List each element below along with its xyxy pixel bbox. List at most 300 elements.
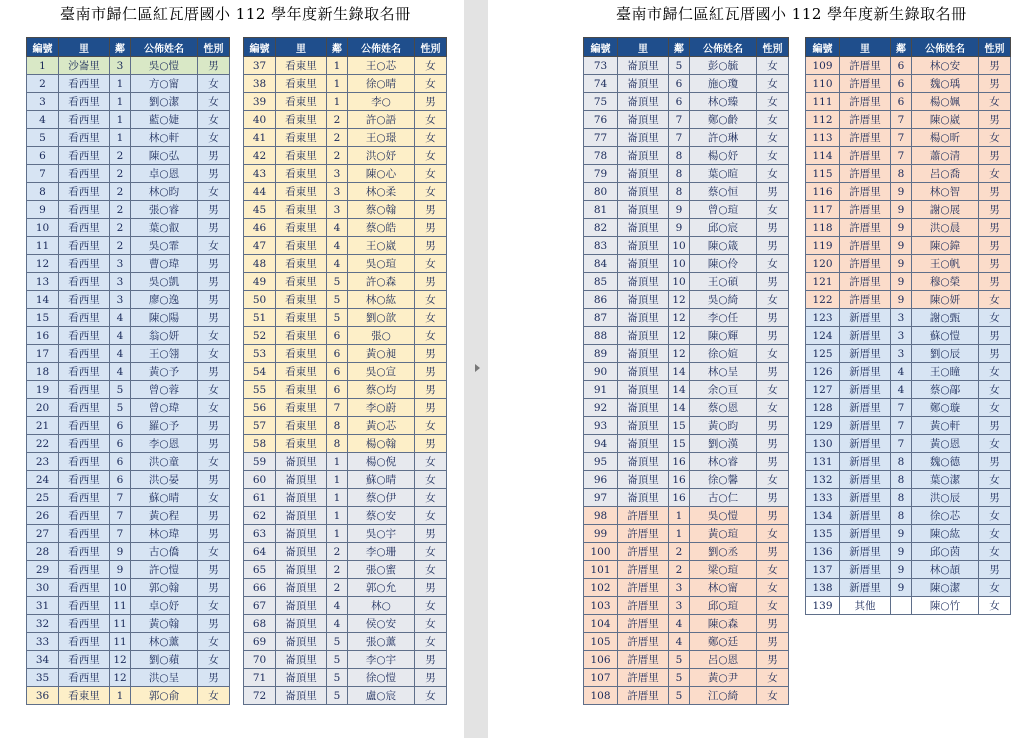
cell-neighborhood: 6 (669, 75, 690, 93)
cell-gender: 女 (415, 57, 447, 75)
cell-name: 蔡○恒 (690, 183, 757, 201)
cell-neighborhood: 9 (891, 273, 912, 291)
cell-village: 許厝里 (840, 111, 891, 129)
table-row (584, 201, 789, 219)
cell-gender: 男 (198, 273, 230, 291)
table-row (584, 435, 789, 453)
cell-neighborhood: 7 (110, 525, 131, 543)
cell-neighborhood: 8 (891, 453, 912, 471)
cell-village: 新厝里 (840, 507, 891, 525)
cell-name: 葉○暄 (690, 165, 757, 183)
table-row (584, 633, 789, 651)
cell-village: 看西里 (59, 507, 110, 525)
cell-number: 1 (27, 57, 59, 75)
cell-village: 沙崙里 (59, 57, 110, 75)
cell-village: 崙頂里 (618, 129, 669, 147)
cell-number: 21 (27, 417, 59, 435)
cell-neighborhood: 16 (669, 471, 690, 489)
table-row (584, 543, 789, 561)
table-row (244, 579, 447, 597)
column-header: 公佈姓名 (690, 38, 757, 57)
cell-village: 許厝里 (618, 687, 669, 705)
table-row (27, 57, 230, 75)
cell-village: 許厝里 (618, 507, 669, 525)
cell-number: 39 (244, 93, 276, 111)
cell-village: 崙頂里 (276, 669, 327, 687)
table-row (806, 255, 1011, 273)
cell-neighborhood: 9 (891, 561, 912, 579)
roster-table-4 (805, 37, 1011, 615)
cell-gender: 女 (198, 399, 230, 417)
cell-gender: 男 (415, 381, 447, 399)
cell-number: 89 (584, 345, 618, 363)
cell-name: 許○琳 (690, 129, 757, 147)
cell-number: 77 (584, 129, 618, 147)
cell-number: 95 (584, 453, 618, 471)
table-row (584, 507, 789, 525)
cell-number: 38 (244, 75, 276, 93)
expand-arrow-icon[interactable] (475, 364, 480, 372)
cell-number: 90 (584, 363, 618, 381)
table-row (244, 129, 447, 147)
cell-name: 黃○恩 (912, 435, 979, 453)
cell-neighborhood: 4 (110, 345, 131, 363)
table-row (584, 291, 789, 309)
cell-neighborhood: 3 (891, 309, 912, 327)
cell-name: 羅○予 (131, 417, 198, 435)
column-header: 公佈姓名 (912, 38, 979, 57)
cell-gender: 女 (415, 327, 447, 345)
cell-neighborhood: 8 (891, 165, 912, 183)
cell-neighborhood: 1 (327, 93, 348, 111)
cell-name: 陳○森 (690, 615, 757, 633)
cell-neighborhood: 2 (110, 183, 131, 201)
cell-name: 楊○昕 (912, 129, 979, 147)
cell-village: 崙頂里 (276, 471, 327, 489)
table-row (584, 381, 789, 399)
cell-name: 王○崴 (348, 237, 415, 255)
cell-name: 徐○馨 (690, 471, 757, 489)
cell-neighborhood: 8 (669, 165, 690, 183)
cell-village: 崙頂里 (276, 507, 327, 525)
cell-gender: 男 (198, 471, 230, 489)
cell-number: 9 (27, 201, 59, 219)
column-header: 編號 (27, 38, 59, 57)
cell-number: 76 (584, 111, 618, 129)
cell-number: 75 (584, 93, 618, 111)
cell-gender: 女 (415, 291, 447, 309)
cell-neighborhood: 1 (110, 111, 131, 129)
cell-number: 98 (584, 507, 618, 525)
cell-village: 新厝里 (840, 561, 891, 579)
cell-name: 蘇○晴 (131, 489, 198, 507)
cell-gender: 女 (198, 453, 230, 471)
cell-name: 方○甯 (131, 75, 198, 93)
cell-number: 61 (244, 489, 276, 507)
cell-name: 張○ (348, 327, 415, 345)
table-row (27, 327, 230, 345)
cell-number: 15 (27, 309, 59, 327)
cell-name: 曹○瑋 (131, 255, 198, 273)
cell-name: 侯○安 (348, 615, 415, 633)
cell-gender: 男 (979, 75, 1011, 93)
cell-name: 徐○芯 (912, 507, 979, 525)
table-row (244, 93, 447, 111)
cell-neighborhood: 4 (891, 381, 912, 399)
table-row (806, 129, 1011, 147)
table-row (806, 291, 1011, 309)
cell-village: 崙頂里 (618, 435, 669, 453)
cell-name: 陳○心 (348, 165, 415, 183)
cell-gender: 男 (757, 489, 789, 507)
cell-name: 李○蔚 (348, 399, 415, 417)
cell-village: 許厝里 (840, 291, 891, 309)
table-row (584, 255, 789, 273)
cell-neighborhood: 5 (669, 669, 690, 687)
cell-name: 劉○漢 (690, 435, 757, 453)
table-row (244, 201, 447, 219)
cell-name: 邱○茵 (912, 543, 979, 561)
column-header: 公佈姓名 (348, 38, 415, 57)
cell-number: 25 (27, 489, 59, 507)
cell-village: 許厝里 (840, 147, 891, 165)
cell-name: 劉○蘋 (131, 651, 198, 669)
cell-number: 17 (27, 345, 59, 363)
cell-neighborhood: 6 (110, 453, 131, 471)
cell-gender: 男 (415, 651, 447, 669)
cell-number: 92 (584, 399, 618, 417)
cell-name: 陳○紘 (912, 525, 979, 543)
cell-name: 林○頡 (912, 561, 979, 579)
table-row (584, 57, 789, 75)
cell-name: 黃○瑄 (690, 525, 757, 543)
cell-number: 8 (27, 183, 59, 201)
cell-village: 看東里 (276, 291, 327, 309)
cell-gender: 女 (979, 363, 1011, 381)
cell-neighborhood: 4 (891, 363, 912, 381)
cell-gender: 男 (198, 147, 230, 165)
cell-village: 新厝里 (840, 435, 891, 453)
cell-name: 徐○晴 (348, 75, 415, 93)
cell-number: 112 (806, 111, 840, 129)
cell-name: 李○珊 (348, 543, 415, 561)
cell-number: 116 (806, 183, 840, 201)
cell-neighborhood: 4 (327, 237, 348, 255)
cell-number: 115 (806, 165, 840, 183)
cell-number: 4 (27, 111, 59, 129)
table-row (27, 687, 230, 705)
cell-number: 62 (244, 507, 276, 525)
cell-number: 131 (806, 453, 840, 471)
cell-neighborhood: 2 (110, 219, 131, 237)
cell-name: 陳○崴 (912, 111, 979, 129)
cell-number: 81 (584, 201, 618, 219)
cell-neighborhood: 16 (669, 489, 690, 507)
table-row (27, 291, 230, 309)
roster-table-3 (583, 37, 789, 705)
cell-gender: 男 (979, 417, 1011, 435)
cell-number: 138 (806, 579, 840, 597)
table-row (806, 201, 1011, 219)
cell-village: 崙頂里 (276, 489, 327, 507)
cell-gender: 男 (198, 561, 230, 579)
cell-village: 看西里 (59, 309, 110, 327)
cell-name: 王○瞳 (912, 363, 979, 381)
cell-village: 看東里 (276, 381, 327, 399)
cell-village: 看東里 (276, 399, 327, 417)
cell-gender: 女 (757, 147, 789, 165)
cell-village: 看東里 (276, 237, 327, 255)
cell-gender: 男 (979, 255, 1011, 273)
cell-name: 陳○箴 (690, 237, 757, 255)
cell-village: 崙頂里 (618, 327, 669, 345)
cell-neighborhood: 3 (327, 165, 348, 183)
cell-number: 108 (584, 687, 618, 705)
table-row (27, 363, 230, 381)
cell-number: 72 (244, 687, 276, 705)
cell-name: 邱○宸 (690, 219, 757, 237)
cell-name: 陳○伶 (690, 255, 757, 273)
cell-name: 呂○喬 (912, 165, 979, 183)
cell-village: 崙頂里 (618, 111, 669, 129)
table-row (584, 579, 789, 597)
cell-name: 郭○俞 (131, 687, 198, 705)
cell-number: 96 (584, 471, 618, 489)
cell-gender: 女 (198, 75, 230, 93)
cell-number: 88 (584, 327, 618, 345)
cell-name: 陳○鍏 (912, 237, 979, 255)
table-row (806, 327, 1011, 345)
cell-neighborhood: 5 (327, 651, 348, 669)
table-row (584, 417, 789, 435)
cell-village: 看西里 (59, 327, 110, 345)
cell-name: 林○瑋 (131, 525, 198, 543)
cell-name: 林○安 (912, 57, 979, 75)
cell-number: 57 (244, 417, 276, 435)
cell-name: 黃○軒 (912, 417, 979, 435)
cell-number: 68 (244, 615, 276, 633)
cell-gender: 女 (198, 129, 230, 147)
table-row (244, 273, 447, 291)
table-row (244, 525, 447, 543)
cell-number: 48 (244, 255, 276, 273)
table-row (244, 633, 447, 651)
cell-name: 呂○恩 (690, 651, 757, 669)
cell-name: 劉○歆 (348, 309, 415, 327)
table-row (244, 237, 447, 255)
cell-name: 魏○瑀 (912, 75, 979, 93)
cell-name: 穆○榮 (912, 273, 979, 291)
table-row (584, 399, 789, 417)
cell-neighborhood: 6 (669, 93, 690, 111)
cell-number: 93 (584, 417, 618, 435)
cell-name: 徐○愷 (348, 669, 415, 687)
cell-neighborhood: 3 (110, 57, 131, 75)
column-header: 編號 (806, 38, 840, 57)
cell-village: 看東里 (276, 147, 327, 165)
cell-number: 23 (27, 453, 59, 471)
cell-gender: 男 (979, 489, 1011, 507)
cell-gender: 男 (979, 183, 1011, 201)
table-row (244, 651, 447, 669)
cell-village: 看西里 (59, 633, 110, 651)
cell-name: 江○綺 (690, 687, 757, 705)
cell-number: 55 (244, 381, 276, 399)
cell-neighborhood: 14 (669, 363, 690, 381)
cell-gender: 女 (979, 93, 1011, 111)
table-row (27, 381, 230, 399)
cell-gender: 男 (198, 615, 230, 633)
cell-village: 崙頂里 (618, 381, 669, 399)
cell-neighborhood: 3 (327, 183, 348, 201)
cell-name: 劉○辰 (912, 345, 979, 363)
cell-neighborhood: 2 (327, 579, 348, 597)
cell-number: 19 (27, 381, 59, 399)
cell-neighborhood: 2 (110, 201, 131, 219)
cell-number: 119 (806, 237, 840, 255)
cell-village: 看西里 (59, 381, 110, 399)
cell-number: 29 (27, 561, 59, 579)
cell-village: 崙頂里 (618, 57, 669, 75)
cell-name: 黃○昶 (348, 345, 415, 363)
cell-number: 114 (806, 147, 840, 165)
cell-neighborhood: 3 (669, 597, 690, 615)
cell-number: 50 (244, 291, 276, 309)
column-header: 里 (59, 38, 110, 57)
cell-gender: 男 (198, 525, 230, 543)
cell-village: 看西里 (59, 201, 110, 219)
table-row (27, 651, 230, 669)
cell-name: 楊○倪 (348, 453, 415, 471)
cell-number: 103 (584, 597, 618, 615)
table-row (806, 435, 1011, 453)
cell-village: 看西里 (59, 219, 110, 237)
table-row (27, 111, 230, 129)
cell-neighborhood: 7 (891, 399, 912, 417)
cell-name: 陳○潔 (912, 579, 979, 597)
table-header-row (244, 38, 447, 57)
cell-village: 崙頂里 (618, 399, 669, 417)
cell-village: 看西里 (59, 489, 110, 507)
cell-neighborhood: 9 (669, 201, 690, 219)
table-row (27, 453, 230, 471)
cell-neighborhood: 5 (327, 633, 348, 651)
cell-neighborhood: 7 (891, 417, 912, 435)
cell-number: 10 (27, 219, 59, 237)
table-row (584, 75, 789, 93)
cell-village: 新厝里 (840, 579, 891, 597)
cell-neighborhood: 2 (327, 111, 348, 129)
table-row (244, 363, 447, 381)
cell-village: 看西里 (59, 255, 110, 273)
cell-village: 看西里 (59, 93, 110, 111)
table-row (244, 75, 447, 93)
cell-gender: 女 (979, 579, 1011, 597)
cell-neighborhood: 15 (669, 435, 690, 453)
cell-name: 劉○潔 (131, 93, 198, 111)
cell-name: 李○ (348, 93, 415, 111)
column-header: 性別 (757, 38, 789, 57)
column-header: 里 (618, 38, 669, 57)
cell-neighborhood: 1 (669, 525, 690, 543)
cell-name: 洪○呈 (131, 669, 198, 687)
cell-gender: 男 (979, 219, 1011, 237)
cell-gender: 女 (979, 471, 1011, 489)
table-row (806, 525, 1011, 543)
table-row (27, 309, 230, 327)
cell-village: 看東里 (276, 219, 327, 237)
table-row (27, 507, 230, 525)
cell-name: 施○瓊 (690, 75, 757, 93)
cell-village: 崙頂里 (618, 183, 669, 201)
cell-name: 徐○媗 (690, 345, 757, 363)
cell-name: 梁○瑄 (690, 561, 757, 579)
cell-village: 許厝里 (618, 579, 669, 597)
cell-neighborhood: 15 (669, 417, 690, 435)
cell-number: 83 (584, 237, 618, 255)
cell-gender: 女 (198, 381, 230, 399)
cell-neighborhood: 9 (110, 543, 131, 561)
cell-neighborhood: 9 (110, 561, 131, 579)
table-row (244, 417, 447, 435)
cell-neighborhood: 7 (327, 399, 348, 417)
cell-number: 27 (27, 525, 59, 543)
cell-gender: 男 (979, 147, 1011, 165)
cell-gender: 女 (198, 237, 230, 255)
cell-neighborhood: 8 (327, 435, 348, 453)
cell-village: 崙頂里 (618, 255, 669, 273)
cell-village: 看西里 (59, 129, 110, 147)
cell-village: 崙頂里 (276, 543, 327, 561)
table-row (27, 93, 230, 111)
table-row (584, 345, 789, 363)
cell-neighborhood: 2 (110, 147, 131, 165)
cell-neighborhood: 3 (327, 201, 348, 219)
cell-village: 看東里 (276, 201, 327, 219)
cell-neighborhood: 5 (669, 57, 690, 75)
cell-gender: 女 (415, 615, 447, 633)
table-row (244, 183, 447, 201)
cell-name: 黃○程 (131, 507, 198, 525)
cell-number: 73 (584, 57, 618, 75)
cell-number: 28 (27, 543, 59, 561)
table-row (27, 669, 230, 687)
table-row (584, 129, 789, 147)
cell-name: 黃○芯 (348, 417, 415, 435)
table-row (806, 57, 1011, 75)
cell-gender: 男 (979, 57, 1011, 75)
cell-name: 蔡○安 (348, 507, 415, 525)
table-row (244, 615, 447, 633)
cell-name: 卓○恩 (131, 165, 198, 183)
cell-name: 古○僑 (131, 543, 198, 561)
cell-number: 94 (584, 435, 618, 453)
cell-gender: 女 (415, 129, 447, 147)
cell-neighborhood: 11 (110, 597, 131, 615)
cell-neighborhood: 7 (891, 147, 912, 165)
cell-neighborhood: 6 (110, 417, 131, 435)
cell-gender: 女 (198, 543, 230, 561)
cell-gender: 男 (198, 201, 230, 219)
cell-gender: 女 (415, 597, 447, 615)
cell-name: 林○ (348, 597, 415, 615)
cell-neighborhood: 6 (891, 57, 912, 75)
cell-number: 134 (806, 507, 840, 525)
cell-name: 吳○愷 (690, 507, 757, 525)
cell-number: 60 (244, 471, 276, 489)
cell-gender: 男 (757, 417, 789, 435)
table-row (584, 687, 789, 705)
